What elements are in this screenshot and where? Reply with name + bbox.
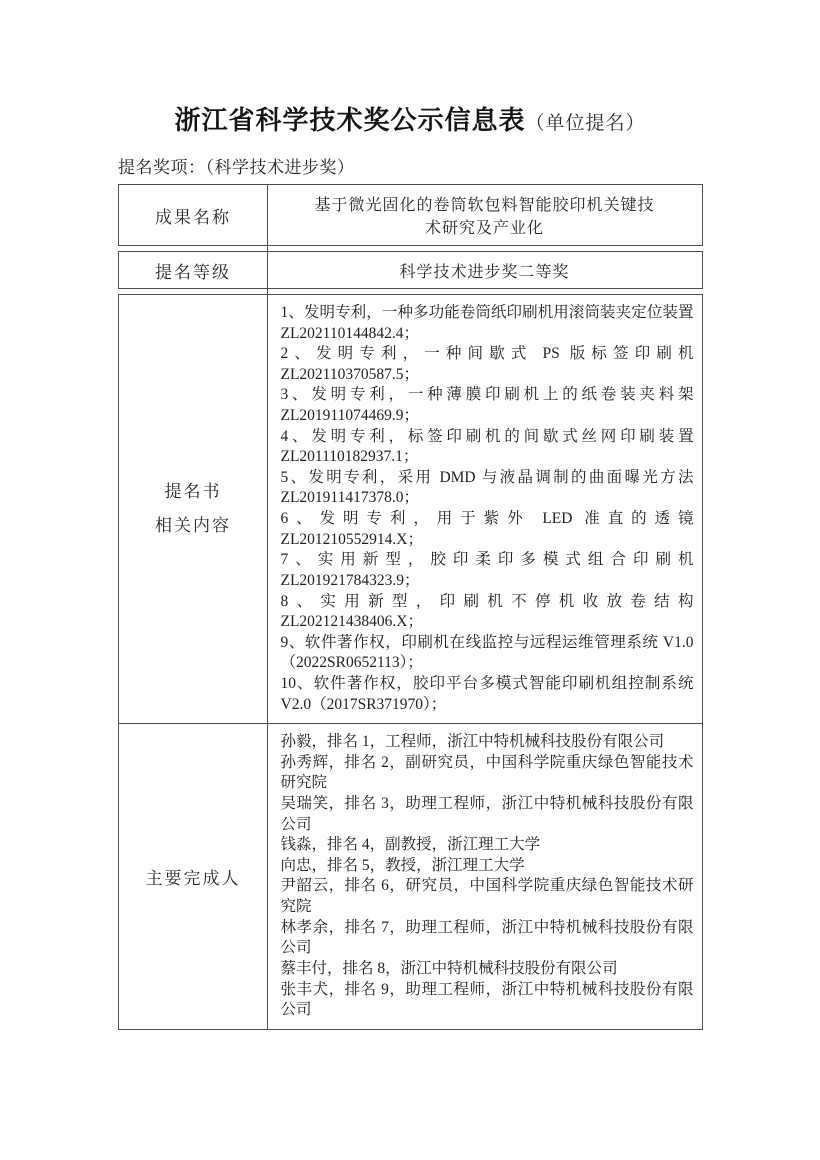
contributor-item: 尹韶云，排名 6，研究员，中国科学院重庆绿色智能技术研究院 xyxy=(280,877,694,916)
title-main: 浙江省科学技术奖公示信息表 xyxy=(174,105,526,135)
contributor-list xyxy=(268,724,702,1029)
info-table xyxy=(118,184,703,1030)
contributor-item: 钱淼，排名 4，副教授，浙江理工大学 xyxy=(280,836,541,854)
award-category-line: 提名奖项：（科学技术进步奖） xyxy=(118,158,355,177)
contributor-item: 吴瑞笑，排名 3，助理工程师，浙江中特机械科技股份有限公司 xyxy=(280,795,694,833)
page-title xyxy=(0,0,820,137)
contributor-item: 林孝余，排名 7，助理工程师，浙江中特机械科技股份有限公司 xyxy=(280,918,694,957)
patent-item: 9、软件著作权，印刷机在线监控与远程运维管理系统 V1.0（2022SR0652113）； xyxy=(280,633,694,672)
patent-item: 7、实用新型，胶印柔印多模式组合印刷机 ZL201921784323.9； xyxy=(280,551,694,589)
patent-item: 2、发明专利，一种间歇式 PS 版标签印刷机 ZL202110370587.5； xyxy=(280,345,694,383)
contributor-item: 张丰犬，排名 9，助理工程师，浙江中特机械科技股份有限公司 xyxy=(280,980,694,1019)
contributor-item: 蔡丰付，排名 8，浙江中特机械科技股份有限公司 xyxy=(280,959,618,977)
column-divider xyxy=(267,184,268,1030)
table-row-nomination-grade xyxy=(118,251,703,289)
table-lower-block xyxy=(118,294,703,1030)
patent-item: 6、发明专利，用于紫外 LED 准直的透镜 ZL201210552914.X； xyxy=(280,510,694,548)
contributor-item: 向忠，排名 5，教授，浙江理工大学 xyxy=(280,856,525,874)
patent-item: 10、软件著作权，胶印平台多模式智能印刷机组控制系统 V2.0（2017SR371970）； xyxy=(280,674,694,713)
nomination-book-label-line2: 相关内容 xyxy=(155,516,231,536)
table-row-nomination-book xyxy=(119,295,702,723)
patent-item: 4、发明专利，标签印刷机的间歇式丝网印刷装置 ZL201110182937.1； xyxy=(280,427,694,466)
contributor-item: 孙秀辉，排名 2，副研究员，中国科学院重庆绿色智能技术研究院 xyxy=(280,753,694,792)
nomination-book-label xyxy=(119,295,268,723)
patent-item: 8、实用新型，印刷机不停机收放卷结构 ZL202121438406.X； xyxy=(280,592,694,631)
contributor-item: 孙毅，排名 1，工程师，浙江中特机械科技股份有限公司 xyxy=(280,733,665,751)
title-parenthetical: （单位提名） xyxy=(525,113,646,134)
patent-item: 1、发明专利，一种多功能卷筒纸印刷机用滚筒装夹定位装置 ZL202110144842.4； xyxy=(280,304,694,342)
patent-list xyxy=(268,295,702,723)
main-contributors-label: 主要完成人 xyxy=(145,868,241,888)
nomination-grade-label: 提名等级 xyxy=(155,262,231,282)
patent-item: 3、发明专利，一种薄膜印刷机上的纸卷装夹料架 ZL201911074469.9； xyxy=(280,386,694,425)
nomination-book-label-line1: 提名书 xyxy=(164,482,222,502)
result-name-label: 成果名称 xyxy=(155,207,231,227)
nomination-grade-value: 科学技术进步奖二等奖 xyxy=(399,263,570,281)
patent-item: 5、发明专利，采用 DMD 与液晶调制的曲面曝光方法 ZL201911417378.0； xyxy=(280,468,694,507)
result-name-value: 基于微光固化的卷筒软包料智能胶印机关键技术研究及产业化 xyxy=(314,197,655,237)
table-row-result-name xyxy=(118,184,703,246)
table-row-main-contributors xyxy=(119,723,702,1029)
